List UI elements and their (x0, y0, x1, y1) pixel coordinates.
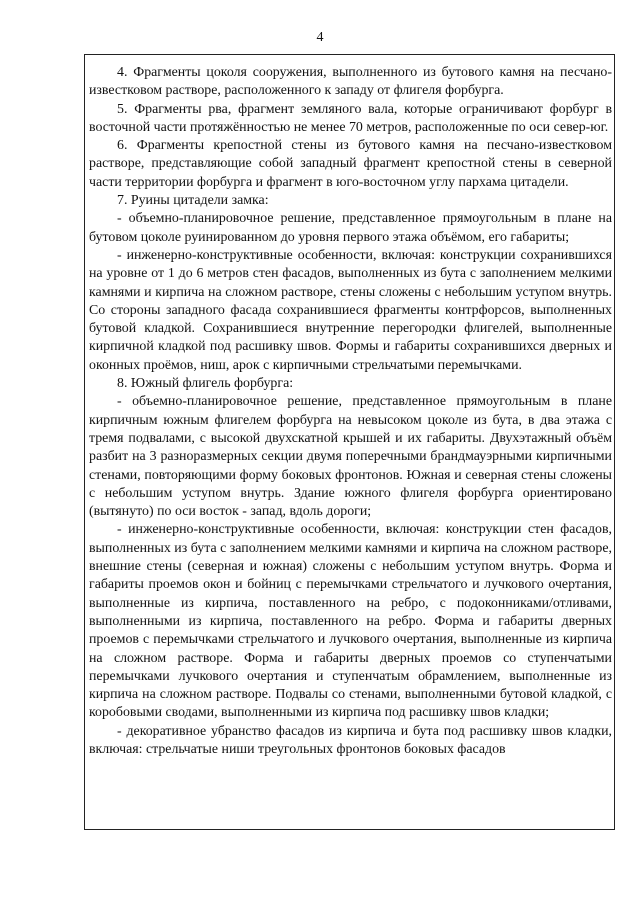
paragraph-6-fortress-wall: 6. Фрагменты крепостной стены из бутового камня на песчано-известковом растворе, представляющие собой западный фрагмент крепостной стены в северной части территории форбурга и фрагмент в юго-восточном углу пархама цитадели. (89, 138, 612, 190)
paragraph-8-heading: 8. Южный флигель форбурга: (117, 376, 294, 392)
paragraph-7-heading: 7. Руины цитадели замка: (117, 193, 269, 209)
paragraph-8-planning: - объемно-планировочное решение, представленное прямоугольным в плане кирпичным южным флигелем форбурга на невысоком цоколе из бута, в два этажа с тремя подвалами, с высокой двухскатной крышей и их габариты. Двухэтажный объём разбит на 3 разноразмерных секции двумя поперечными брандмауэрными кирпичными стенами, повторяющими форму боковых фронтонов. Южная и северная стены сложены с небольшим уступом внутрь. Здание южного флигеля форбурга ориентировано (вытянуто) по оси восток - запад, вдоль дороги; (89, 394, 612, 520)
paragraph-7-engineering: - инженерно-конструктивные особенности, включая: конструкции сохранившихся на уровне от 1 до 6 метров стен фасадов, выполненных из бута с заполнением мелкими камнями и кирпича на сложном растворе, стены сложены с небольшим уступом внутрь. Со стороны западного фасада сохранившиеся фрагменты контрфорсов, выполненных бутовой кладкой. Сохранившиеся внутренние перегородки флигелей, выполненные кирпичной кладкой под расшивку швов. Формы и габариты сохранившихся дверных и оконных проёмов, ниш, арок с кирпичными стрельчатыми перемычками. (89, 247, 612, 373)
paragraph-4-cokol-fragments: 4. Фрагменты цоколя сооружения, выполненного из бутового камня на песчано-известковом растворе, расположенного к западу от флигеля форбурга. (89, 65, 612, 99)
paragraph-7-planning: - объемно-планировочное решение, представленное прямоугольным в плане на бутовом цоколе руинированном до уровня первого этажа объёмом, его габариты; (89, 211, 612, 245)
paragraph-8-engineering: - инженерно-конструктивные особенности, включая: конструкции стен фасадов, выполненных из бута с заполнением мелкими камнями и кирпича на сложном растворе, внешние стены (северная и южная) сложены с небольшим уступом внутрь. Форма и габариты проемов окон и бойниц с перемычками стрельчатого и лучкового очертания, выполненные из кирпича, поставленного на ребро, с подоконниками/отливами, выполненными из кирпича, поставленного на ребро. Форма и габариты дверных проемов с перемычками стрельчатого и лучкового очертания, выполненные из кирпича на сложном растворе. Форма и габариты дверных проемов со ступенчатыми перемычками лучкового очертания и ступенчатым обрамлением, выполненные из кирпича на сложном растворе. Подвалы со стенами, выполненными бутовой кладкой, с коробовыми сводами, выполненными из кирпича под расшивку швов кладки; (89, 522, 612, 721)
paragraph-5-moat-fragments: 5. Фрагменты рва, фрагмент земляного вала, которые ограничивают форбург в восточной части протяжённостью не менее 70 метров, расположенные по оси север-юг. (89, 101, 612, 135)
text-frame (84, 54, 615, 830)
paragraph-8-decoration: - декоративное убранство фасадов из кирпича и бута под расшивку швов кладки, включая: стрельчатые ниши треугольных фронтонов боковых фасадов (89, 723, 612, 757)
page-number: 4 (316, 30, 324, 45)
document-body (89, 64, 612, 759)
